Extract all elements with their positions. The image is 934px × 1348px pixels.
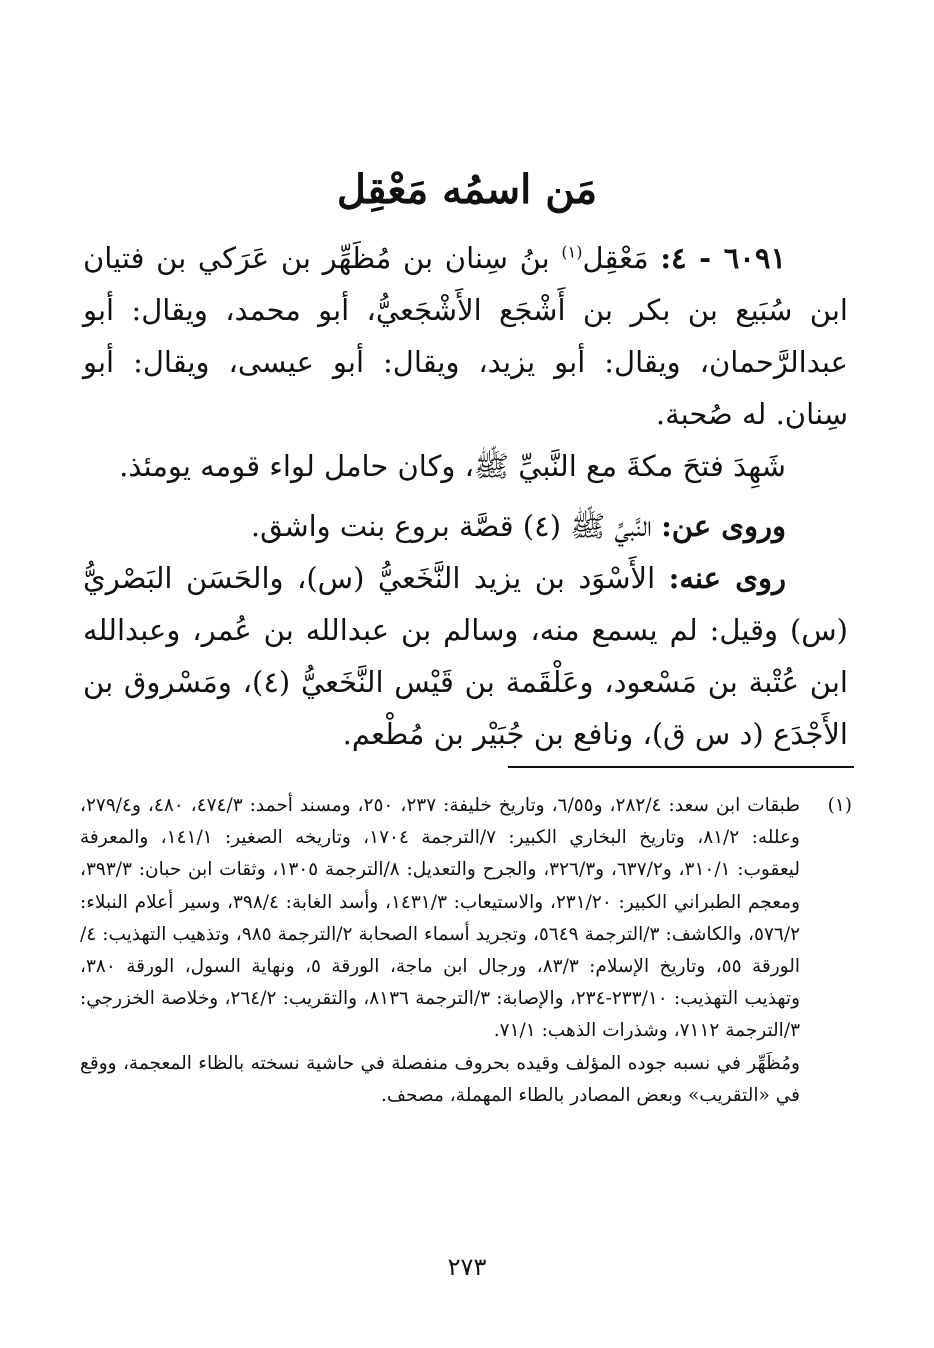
rawa-an-label: وروى عن: [661, 509, 786, 543]
entry-lineage: بنُ سِنان بن مُظَهِّر بن عَرَكي بن فتيان ابن سُبَيع بن بكر بن أَشْجَع الأَشْجَعيُّ، أبو محمد، ويقال: أبو عبدالرَّحمان، ويقال: أبو يزيد، ويقال: أبو عيسى، ويقال: أبو سِنان. له صُحبة. [83, 241, 848, 431]
footnote-label: (١) [827, 795, 852, 816]
rawa-an-paragraph [83, 500, 848, 552]
rawa-anhu-label: روى عنه: [668, 561, 786, 595]
entry-name: مَعْقِل [582, 241, 649, 275]
footnote-sources: طبقات ابن سعد: ٢٨٢/٤، و٦/٥٥، وتاريخ خليفة: ٢٣٧، ٢٥٠، ومسند أحمد: ٤٧٤/٣، ٤٨٠، و٢٧٩/٤، وعلله: ٨١/٢، وتاريخ البخاري الكبير: ٧/الترجمة ١٧٠٤، وتاريخه الصغير: ١٤١/١، والمعرفة ليعقوب: ٣١٠/١، و٦٣٧/٢، و٣٢٦/٣، والجرح والتعديل: ٨/الترجمة ١٣٠٥، وثقات ابن حبان: ٣٩٣/٣، ومعجم الطبراني الكبير: ٢٣١/٢٠، والاستيعاب: ١٤٣١/٣، وأسد الغابة: ٣٩٨/٤، وسير أعلام النبلاء: ٥٧٦/٢، والكاشف: ٣/الترجمة ٥٦٤٩، وتجريد أسماء الصحابة ٢/الترجمة ٩٨٥، وتذهيب التهذيب: ٤/الورقة ٥٥، وتاريخ الإسلام: ٨٣/٣، ورجال ابن ماجة، الورقة ٥، ونهاية السول، الورقة ٣٨٠، وتهذيب التهذيب: ٢٣٣/١٠-٢٣٤، والإصابة: ٣/الترجمة ٨١٣٦، والتقريب: ٢٦٤/٢، وخلاصة الخزرجي: ٣/الترجمة ٧١١٢، وشذرات الذهب: ٧١/١. [80, 795, 801, 1042]
footnote-separator [508, 766, 854, 768]
footnotes [80, 790, 852, 1112]
shahida-paragraph: شَهِدَ فتحَ مكةَ مع النَّبيِّ ﷺ، وكان حامل لواء قومه يومئذ. [119, 449, 786, 483]
main-text [83, 232, 848, 760]
entry-number: ٦٠٩١ - ٤: [660, 241, 787, 275]
entry-paragraph [83, 232, 848, 440]
section-title: مَن اسمُه مَعْقِل [336, 166, 598, 213]
rawa-anhu-paragraph [83, 552, 848, 760]
rawa-anhu-text: الأَسْوَد بن يزيد النَّخَعيُّ (س)، والحَسَن البَصْريُّ (س) وقيل: لم يسمع منه، وسالم بن عبدالله بن عُمر، وعبدالله ابن عُتْبة بن مَسْعود، وعَلْقَمة بن قَيْس النَّخَعيُّ (٤)، ومَسْروق بن الأَجْدَع (د س ق)، ونافع بن جُبَيْر بن مُطْعم. [83, 561, 848, 751]
footnote-note: ومُظَهِّر في نسبه جوده المؤلف وقيده بحروف منفصلة في حاشية نسخته بالظاء المعجمة، ووقع في «التقريب» وبعض المصادر بالطاء المهملة، مصحف. [80, 1052, 800, 1106]
footnote [80, 790, 852, 1112]
rawa-an-text: النَّبيِّ ﷺ (٤) قصَّة بروع بنت واشق. [250, 509, 652, 543]
footnote-reference: (١) [561, 242, 583, 262]
page-number: ٢٧٣ [447, 1253, 487, 1281]
